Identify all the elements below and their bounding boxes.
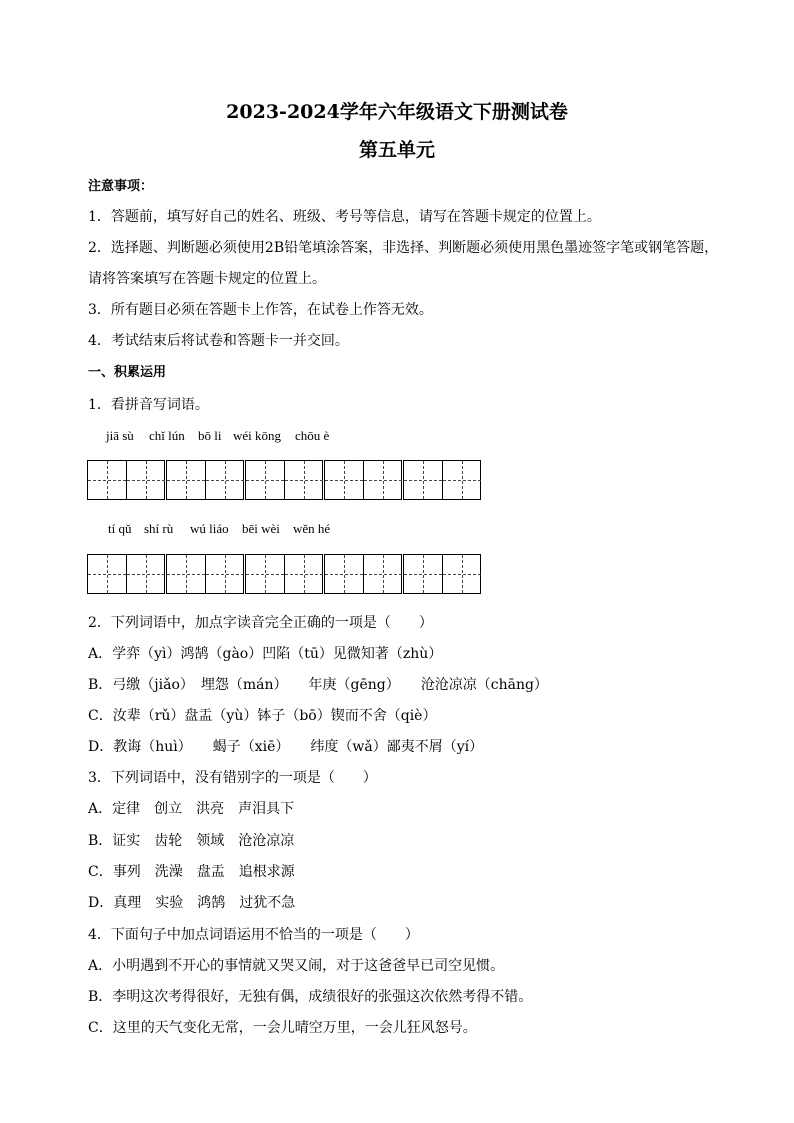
notice-item: 3．所有题目必须在答题卡上作答，在试卷上作答无效。: [88, 302, 433, 318]
pinyin-label: tí qǔ: [108, 521, 132, 536]
question-2-stem: 2．下列词语中，加点字读音完全正确的一项是（ ）: [88, 615, 433, 631]
option-d: D．教诲（huì） 蝎子（xiē） 纬度（wǎ）鄙夷不屑（yí）: [88, 739, 484, 755]
answer-box[interactable]: [87, 554, 165, 594]
answer-box[interactable]: [245, 460, 323, 500]
pinyin-label: chǐ lún: [149, 428, 185, 443]
question-3-stem: 3．下列词语中，没有错别字的一项是（ ）: [88, 770, 377, 786]
option-d: D．真理 实验 鸿鹄 过犹不急: [88, 895, 296, 911]
pinyin-label: wú liáo: [190, 521, 229, 536]
pinyin-label: wěn hé: [293, 521, 331, 536]
answer-box[interactable]: [403, 460, 481, 500]
pinyin-label: shí rù: [144, 521, 174, 536]
section-heading: 一、积累运用: [88, 365, 167, 380]
notice-item: 请将答案填写在答题卡规定的位置上。: [88, 271, 326, 287]
notice-item: 2．选择题、判断题必须使用2B铅笔填涂答案，非选择、判断题必须使用黑色墨迹签字笔或钢笔答题，: [88, 240, 719, 256]
pinyin-label: wéi kōng: [233, 428, 282, 443]
option-b: B．证实 齿轮 领域 沧沧凉凉: [88, 833, 295, 849]
option-a: A．定律 创立 洪亮 声泪具下: [88, 801, 295, 817]
answer-box[interactable]: [324, 554, 402, 594]
answer-box[interactable]: [87, 460, 165, 500]
answer-box[interactable]: [324, 460, 402, 500]
exam-title: 2023-2024学年六年级语文下册测试卷: [226, 101, 568, 123]
option-c: C．这里的天气变化无常，一会儿晴空万里，一会儿狂风怒号。: [88, 1020, 477, 1036]
option-b: B．弓缴（jiǎo） 埋怨（mán） 年庚（gēng） 沧沧凉凉（chāng）: [88, 677, 548, 693]
answer-box[interactable]: [403, 554, 481, 594]
answer-box[interactable]: [245, 554, 323, 594]
option-c: C．汝辈（rǔ）盘盂（yù）钵子（bō）锲而不舍（qiè）: [88, 708, 437, 724]
notice-item: 1．答题前，填写好自己的姓名、班级、考号等信息，请写在答题卡规定的位置上。: [88, 209, 601, 225]
pinyin-label: chōu è: [295, 428, 330, 443]
question-1-stem: 1．看拼音写词语。: [88, 397, 209, 413]
option-b: B．李明这次考得很好，无独有偶，成绩很好的张强这次依然考得不错。: [88, 989, 533, 1005]
pinyin-label: bēi wèi: [242, 521, 280, 536]
unit-subtitle: 第五单元: [358, 139, 435, 161]
notice-item: 4．考试结束后将试卷和答题卡一并交回。: [88, 333, 349, 349]
option-a: A．学弈（yì）鸿鹄（gào）凹陷（tū）见微知著（zhù）: [88, 646, 443, 662]
notice-heading: 注意事项：: [88, 179, 154, 194]
pinyin-label: jiā sù: [106, 428, 134, 443]
answer-box[interactable]: [166, 554, 244, 594]
question-4-stem: 4．下面句子中加点词语运用不恰当的一项是（ ）: [88, 927, 419, 943]
answer-box[interactable]: [166, 460, 244, 500]
option-a: A．小明遇到不开心的事情就又哭又闹，对于这爸爸早已司空见惯。: [88, 958, 505, 974]
option-c: C．事列 洗澡 盘盂 追根求源: [88, 864, 295, 880]
pinyin-label: bō li: [198, 428, 222, 443]
